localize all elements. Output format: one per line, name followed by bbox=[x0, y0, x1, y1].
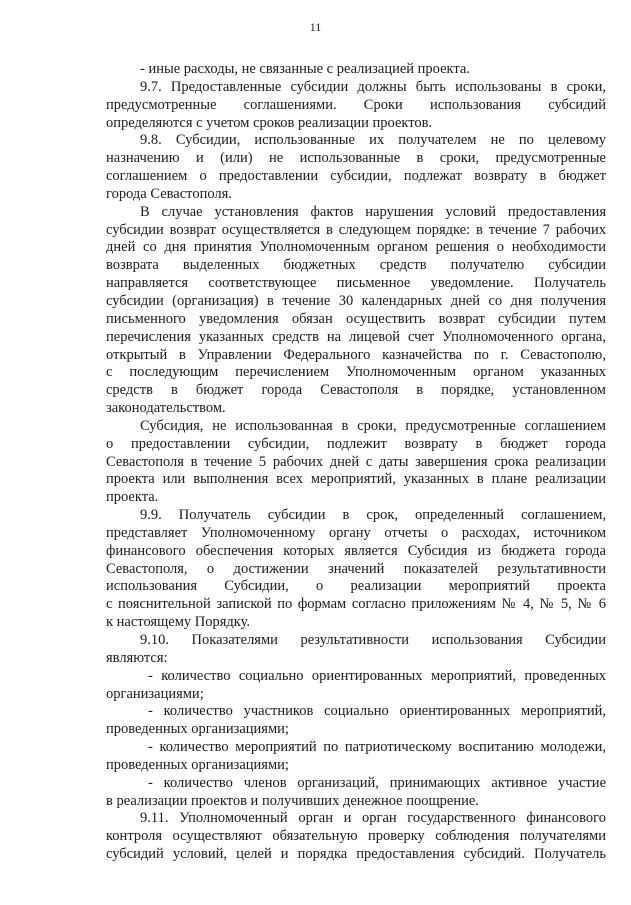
text-line: - количество социально ориентированных мероприятий, проведенных bbox=[148, 667, 606, 684]
text-line: с пояснительной запиской по формам согласно приложениям № 4, № 5, № 6 bbox=[106, 596, 606, 613]
text-line: законодательством. bbox=[106, 400, 226, 417]
text-line: письменного уведомления обязан осуществить возврат субсидии путем bbox=[106, 310, 606, 327]
text-line: являются: bbox=[106, 649, 168, 666]
text-line: - количество мероприятий по патриотическому воспитанию молодежи, bbox=[148, 739, 606, 756]
text-line: Субсидия, не использованная в сроки, предусмотренные соглашением bbox=[140, 417, 606, 434]
text-line: перечисления указанных средств на лицевой счет Уполномоченного органа, bbox=[106, 328, 606, 345]
page-number: 11 bbox=[309, 20, 322, 34]
text-line: субсидии возврат осуществляется в следующем порядке: в течение 7 рабочих bbox=[106, 221, 606, 238]
text-line: проведенных организациями; bbox=[106, 756, 289, 773]
document-body bbox=[106, 61, 606, 864]
text-line: - количество участников социально ориентированных мероприятий, bbox=[148, 703, 606, 720]
text-line: направляется соответствующее письменное уведомление. Получатель bbox=[106, 275, 606, 292]
text-line: в реализации проектов и получивших денежное поощрение. bbox=[106, 792, 479, 809]
text-line: 9.9. Получатель субсидии в срок, определенный соглашением, bbox=[140, 507, 606, 524]
text-line: представляет Уполномоченному органу отчеты о расходах, источником bbox=[106, 524, 606, 541]
text-line: проведенных организациями; bbox=[106, 721, 289, 738]
text-line: проекта. bbox=[106, 489, 159, 506]
text-line: 9.11. Уполномоченный орган и орган государственного финансового bbox=[140, 810, 606, 827]
text-line: предусмотренные соглашениями. Сроки использования субсидий bbox=[106, 96, 606, 113]
text-line: - иные расходы, не связанные с реализацией проекта. bbox=[140, 61, 470, 77]
text-line: использования Субсидии, о реализации мероприятий проекта bbox=[106, 578, 606, 595]
text-line: города Севастополя. bbox=[106, 185, 232, 202]
text-line: проекта или выполнения всех мероприятий, указанных в плане реализации bbox=[106, 471, 606, 488]
text-line: определяются с учетом сроков реализации проектов. bbox=[106, 114, 433, 131]
text-line: к настоящему Порядку. bbox=[106, 614, 251, 631]
text-line: 9.8. Субсидии, использованные их получателем не по целевому bbox=[140, 132, 606, 149]
text-line: 9.7. Предоставленные субсидии должны быть использованы в сроки, bbox=[140, 78, 606, 95]
text-line: финансового обеспечения которых является Субсидия из бюджета города bbox=[106, 542, 606, 559]
text-line: Севастополя, о достижении значений показателей результативности bbox=[106, 560, 606, 577]
text-line: субсидии (организация) в течение 30 календарных дней со дня получения bbox=[106, 292, 606, 309]
text-line: В случае установления фактов нарушения условий предоставления bbox=[140, 203, 606, 220]
text-line: Севастополя в течение 5 рабочих дней с даты завершения срока реализации bbox=[106, 453, 606, 470]
text-line: возврата выделенных бюджетных средств получателю субсидии bbox=[106, 257, 606, 274]
text-line: дней со дня принятия Уполномоченным органом решения о необходимости bbox=[106, 239, 606, 256]
text-line: назначению и (или) не использованные в сроки, предусмотренные bbox=[106, 150, 606, 167]
text-line: с последующим перечислением Уполномоченным органом указанных bbox=[106, 364, 606, 381]
text-line: субсидий условий, целей и порядка предоставления субсидий. Получатель bbox=[106, 846, 606, 863]
text-line: контроля осуществляют обязательную проверку соблюдения получателями bbox=[106, 828, 606, 845]
text-line: - количество членов организаций, принимающих активное участие bbox=[148, 774, 606, 791]
text-line: соглашением о предоставлении субсидии, подлежат возврату в бюджет bbox=[106, 168, 606, 185]
text-line: 9.10. Показателями результативности использования Субсидии bbox=[140, 632, 606, 648]
text-line: организациями; bbox=[106, 685, 204, 702]
text-line: средств в бюджет города Севастополя в порядке, установленном bbox=[106, 382, 606, 399]
text-line: о предоставлении субсидии, подлежит возврату в бюджет города bbox=[106, 435, 606, 452]
text-line: открытый в Управлении Федерального казначейства по г. Севастополю, bbox=[106, 346, 606, 363]
